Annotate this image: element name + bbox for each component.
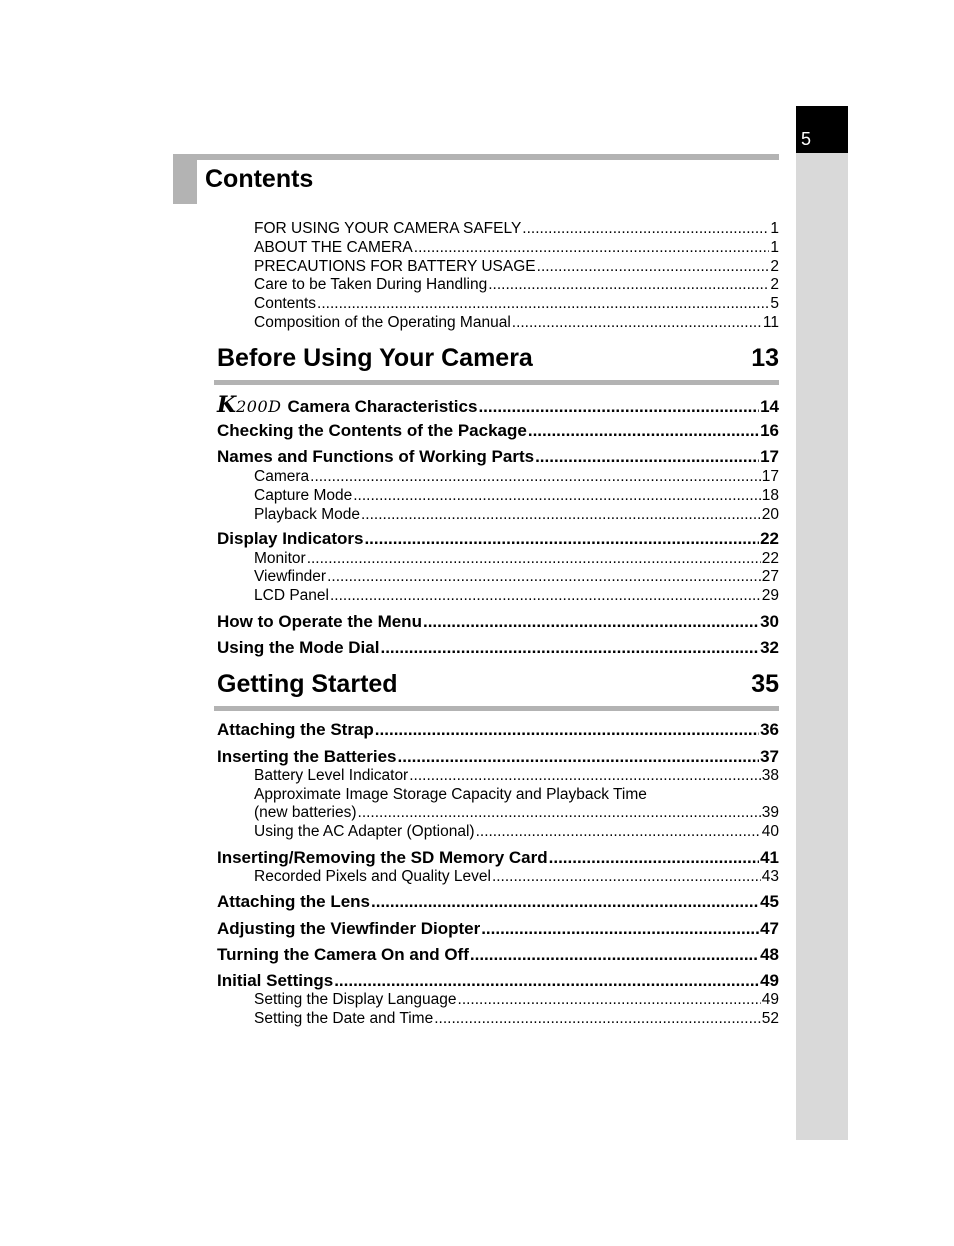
toc-entry-label: Inserting/Removing the SD Memory Card [217,848,548,867]
toc-entry-main[interactable] [217,892,779,912]
toc-entry-label: PRECAUTIONS FOR BATTERY USAGE [254,258,536,275]
leader-dots [375,720,759,740]
toc-entry[interactable] [254,823,779,841]
toc-entry[interactable] [254,804,779,822]
toc-entry-page: 29 [761,587,779,604]
k200d-logo-model: 200D [236,397,282,416]
toc-entry-page: 14 [760,397,779,416]
toc-entry-page: 16 [760,421,779,440]
leader-dots [371,892,759,912]
leader-dots [330,587,761,605]
leader-dots [476,823,761,841]
toc-entry-label: Contents [254,295,317,312]
leader-dots [307,550,761,568]
toc-entry-page: 39 [761,804,779,821]
toc-entry[interactable] [254,550,779,568]
leader-dots [488,276,769,294]
toc-entry-main[interactable] [217,945,779,965]
leader-dots [317,295,769,313]
toc-entry-page: 2 [770,258,779,275]
toc-entry-page: 1 [770,220,779,237]
section-page-getting-started: 35 [751,670,779,698]
toc-entry-label: Camera [254,468,310,485]
section-title-before-using[interactable]: Before Using Your Camera [217,344,533,372]
toc-entry-main[interactable] [217,421,779,441]
toc-entry-page: 49 [761,991,779,1008]
toc-entry-label: Setting the Date and Time [254,1010,434,1027]
toc-entry-label: Attaching the Strap [217,720,374,739]
toc-entry[interactable] [254,487,779,505]
toc-entry-page: 37 [760,747,779,766]
toc-entry-main[interactable] [217,720,779,740]
toc-entry[interactable] [254,506,779,524]
toc-entry-main[interactable] [217,447,779,467]
toc-entry[interactable] [254,587,779,605]
toc-entry[interactable] [254,258,779,276]
toc-entry[interactable] [254,314,779,332]
leader-dots [423,612,759,632]
toc-entry-label: Recorded Pixels and Quality Level [254,868,491,885]
toc-entry-page: 32 [760,638,779,657]
toc-entry-label: Turning the Camera On and Off [217,945,469,964]
leader-dots [364,529,759,549]
toc-entry-page: 20 [761,506,779,523]
toc-entry-page: 41 [760,848,779,867]
toc-entry-label: Attaching the Lens [217,892,371,911]
toc-entry-label: Composition of the Operating Manual [254,314,511,331]
toc-entry-label [217,392,478,418]
toc-entry-label: (new batteries) [254,804,357,821]
toc-entry-main[interactable] [217,529,779,549]
toc-entry-page: 1 [770,239,779,256]
leader-dots [353,487,761,505]
section-page-before-using: 13 [751,344,779,372]
leader-dots [458,991,761,1009]
toc-entry-page: 18 [761,487,779,504]
page-number: 5 [801,129,812,149]
leader-dots [470,945,759,965]
leader-dots [522,220,769,238]
leader-dots [481,919,759,939]
k200d-logo [217,392,282,418]
toc-entry-wrapped-label[interactable]: Approximate Image Storage Capacity and Playback Time [254,786,647,803]
toc-entry-label: Display Indicators [217,529,364,548]
leader-dots [334,971,759,991]
toc-entry-label: Setting the Display Language [254,991,457,1008]
toc-entry-main[interactable] [217,747,779,767]
toc-entry-label: LCD Panel [254,587,329,604]
leader-dots [414,239,770,257]
toc-entry-label: Adjusting the Viewfinder Diopter [217,919,481,938]
leader-dots [434,1010,761,1028]
toc-entry-label: How to Operate the Menu [217,612,422,631]
contents-title: Contents [205,165,314,193]
leader-dots [361,506,761,524]
toc-entry-page: 22 [760,529,779,548]
toc-entry-main[interactable] [217,612,779,632]
toc-entry[interactable] [254,767,779,785]
toc-entry-label: Battery Level Indicator [254,767,409,784]
toc-entry-label: Monitor [254,550,306,567]
leader-dots [512,314,762,332]
toc-entry-page: 5 [770,295,779,312]
toc-entry[interactable] [254,220,779,238]
toc-entry-main[interactable] [217,848,779,868]
header-rule [197,154,779,160]
toc-entry-label: Playback Mode [254,506,360,523]
page-number-tab [796,106,848,153]
toc-entry-page: 27 [761,568,779,585]
leader-dots [310,468,761,486]
toc-entry-page: 38 [761,767,779,784]
toc-entry[interactable] [254,295,779,313]
leader-dots [327,568,761,586]
toc-entry[interactable] [254,991,779,1009]
toc-entry-page: 11 [762,314,779,331]
toc-entry[interactable] [254,1010,779,1028]
toc-entry-main[interactable] [217,638,779,658]
toc-entry-page: 17 [760,447,779,466]
toc-entry-label: Names and Functions of Working Parts [217,447,535,466]
toc-entry-page: 36 [760,720,779,739]
toc-entry-label: ABOUT THE CAMERA [254,239,413,256]
toc-entry-label: Inserting the Batteries [217,747,397,766]
leader-dots [380,638,759,658]
toc-entry-label: Checking the Contents of the Package [217,421,527,440]
toc-entry-label: FOR USING YOUR CAMERA SAFELY [254,220,522,237]
toc-entry-label: Capture Mode [254,487,353,504]
toc-entry-main[interactable] [217,971,779,991]
toc-entry-page: 40 [761,823,779,840]
toc-entry-page: 52 [761,1010,779,1027]
toc-entry-page: 43 [761,868,779,885]
section-title-getting-started[interactable]: Getting Started [217,670,398,698]
toc-entry-label: Using the Mode Dial [217,638,380,657]
leader-dots [492,868,761,886]
toc-entry-page: 47 [760,919,779,938]
leader-dots [537,258,770,276]
leader-dots [398,747,760,767]
leader-dots [535,447,759,467]
header-block [173,154,197,204]
toc-entry-label: Care to be Taken During Handling [254,276,488,293]
toc-entry-page: 49 [760,971,779,990]
toc-entry-page: 17 [761,468,779,485]
leader-dots [528,421,759,441]
toc-entry[interactable] [254,568,779,586]
toc-entry-page: 45 [760,892,779,911]
leader-dots [409,767,761,785]
toc-entry-page: 48 [760,945,779,964]
toc-entry-main[interactable] [217,392,779,418]
toc-entry-label: Using the AC Adapter (Optional) [254,823,475,840]
toc-entry-page: 30 [760,612,779,631]
section-rule [214,380,779,385]
toc-entry-main[interactable] [217,919,779,939]
toc-entry-page: 22 [761,550,779,567]
contents-header [173,154,779,204]
leader-dots [358,804,761,822]
toc-entry-page: 2 [770,276,779,293]
toc-entry[interactable] [254,239,779,257]
toc-entry-label: Viewfinder [254,568,327,585]
leader-dots [478,397,759,417]
page-sidebar-band [796,106,848,1140]
k200d-logo-k: K [217,392,237,418]
toc-entry[interactable] [254,468,779,486]
section-rule [214,706,779,711]
leader-dots [549,848,759,868]
toc-entry[interactable] [254,868,779,886]
toc-entry-text: Camera Characteristics [287,397,478,416]
toc-entry-label: Initial Settings [217,971,334,990]
toc-entry[interactable] [254,276,779,294]
